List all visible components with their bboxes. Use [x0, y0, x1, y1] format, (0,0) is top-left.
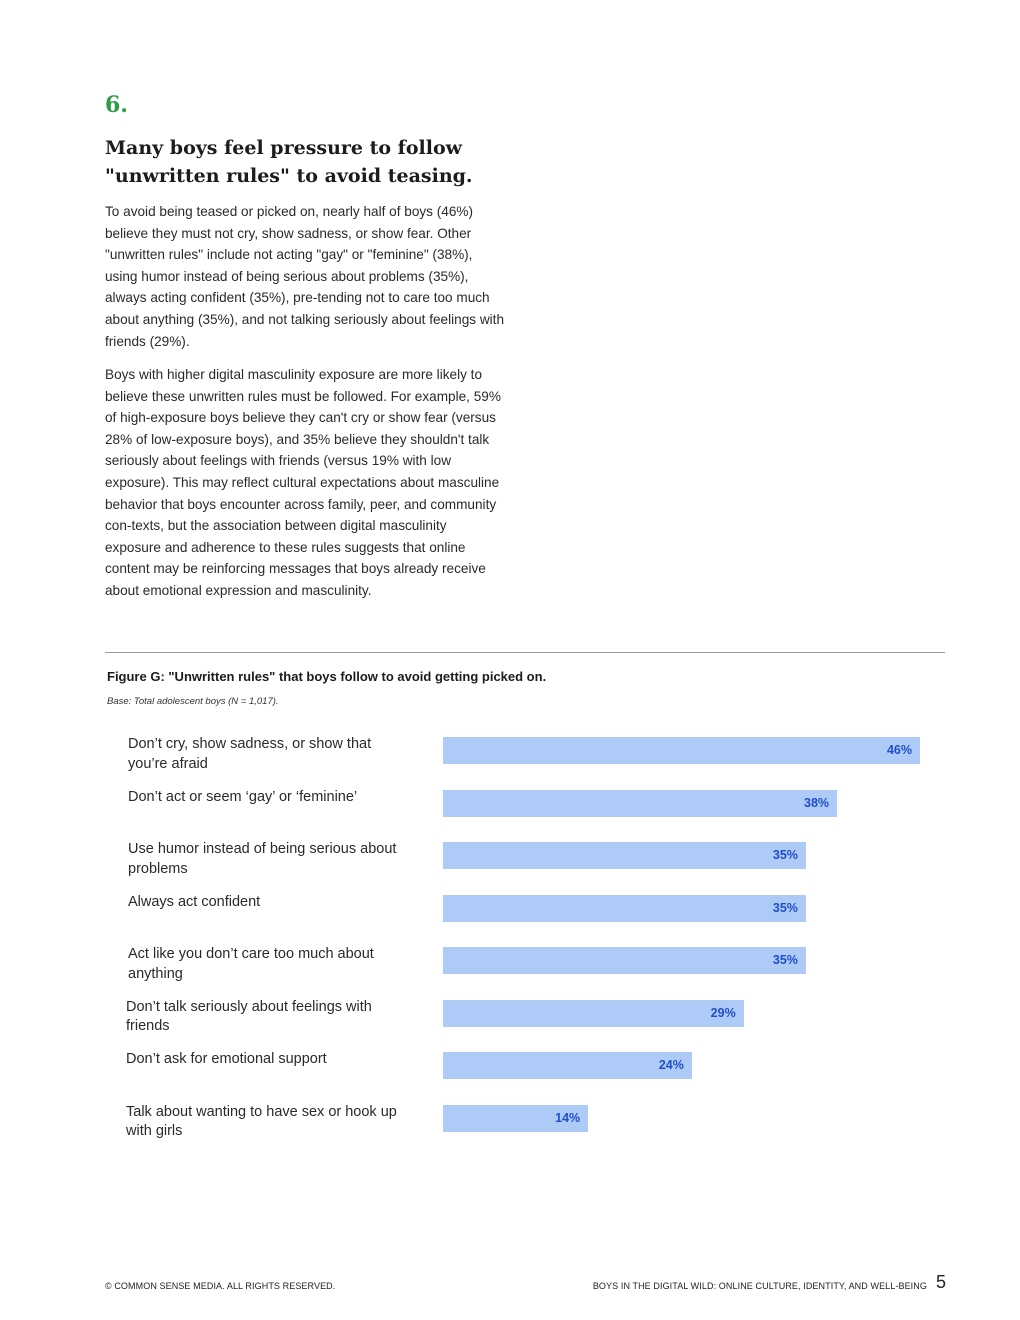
section-divider [105, 652, 945, 653]
section-title-line1: Many boys feel pressure to follow [105, 137, 462, 159]
bar [443, 1000, 744, 1027]
bar [443, 842, 806, 869]
bar-value-label: 35% [772, 848, 798, 862]
bar-category-label: Use humor instead of being serious about problems [128, 841, 397, 877]
bar-value-label: 35% [772, 900, 798, 915]
page-number: 5 [935, 1272, 946, 1292]
figure-title: Figure G: "Unwritten rules" that boys follow to avoid getting picked on. [107, 669, 547, 684]
bar-category-label: Don’t act or seem ‘gay’ or ‘feminine’ [128, 788, 358, 805]
bar-category-label: Act like you don’t care too much about anything [128, 946, 374, 982]
section-number: 6. [105, 92, 128, 118]
bar-category-label: Always act confident [128, 893, 261, 910]
bar-value-label: 35% [772, 953, 798, 967]
section-title [105, 134, 525, 190]
bar-value-label: 38% [804, 795, 830, 810]
figure-base-note: Base: Total adolescent boys (N = 1,017). [107, 696, 279, 707]
section-title-line2: "unwritten rules" to avoid teasing. [105, 165, 473, 187]
bar-category-label: Don’t cry, show sadness, or show that you’re afraid [128, 736, 372, 772]
footer-report-title: BOYS IN THE DIGITAL WILD: ONLINE CULTURE, IDENTITY, AND WELL-BEING [592, 1281, 927, 1291]
bar [443, 895, 806, 922]
body-paragraph-1: To avoid being teased or picked on, nearly half of boys (46%) believe they must not cry, show sadness, or show fear. Other "unwritten rules" include not acting "gay" or "feminine" (38%), using humor instead of being serious about problems (35%), always acting confident (35%), pre-tending not to care too much about anything (35%), and not talking seriously about feelings with friends (29%). [105, 204, 504, 349]
body-paragraph-2: Boys with higher digital masculinity exposure are more likely to believe these unwritten rules must be followed. For example, 59% of high-exposure boys believe they can't cry or show fear (versus 28% of low-exposure boys), and 35% believe they shouldn't talk seriously about feelings with friends (versus 19% with low exposure). This may reflect cultural expectations about masculine behavior that boys encounter across family, peer, and community con-texts, but the association between digital masculinity exposure and adherence to these rules suggests that online content may be reinforcing messages that boys already receive about emotional expression and masculinity. [105, 367, 501, 598]
bar [443, 737, 920, 764]
bar-value-label: 24% [658, 1058, 684, 1072]
bar-value-label: 29% [710, 1005, 736, 1020]
bar-value-label: 14% [555, 1110, 581, 1125]
bar-category-label: Don’t talk seriously about feelings with friends [126, 998, 372, 1034]
bar [443, 1105, 588, 1132]
footer-copyright: © COMMON SENSE MEDIA. ALL RIGHTS RESERVED. [105, 1281, 336, 1291]
bar [443, 790, 837, 817]
bar [443, 947, 806, 974]
bar [443, 1052, 692, 1079]
bar-value-label: 46% [886, 743, 912, 757]
bar-category-label: Don’t ask for emotional support [126, 1051, 327, 1067]
bar-category-label: Talk about wanting to have sex or hook up with girls [126, 1103, 397, 1139]
